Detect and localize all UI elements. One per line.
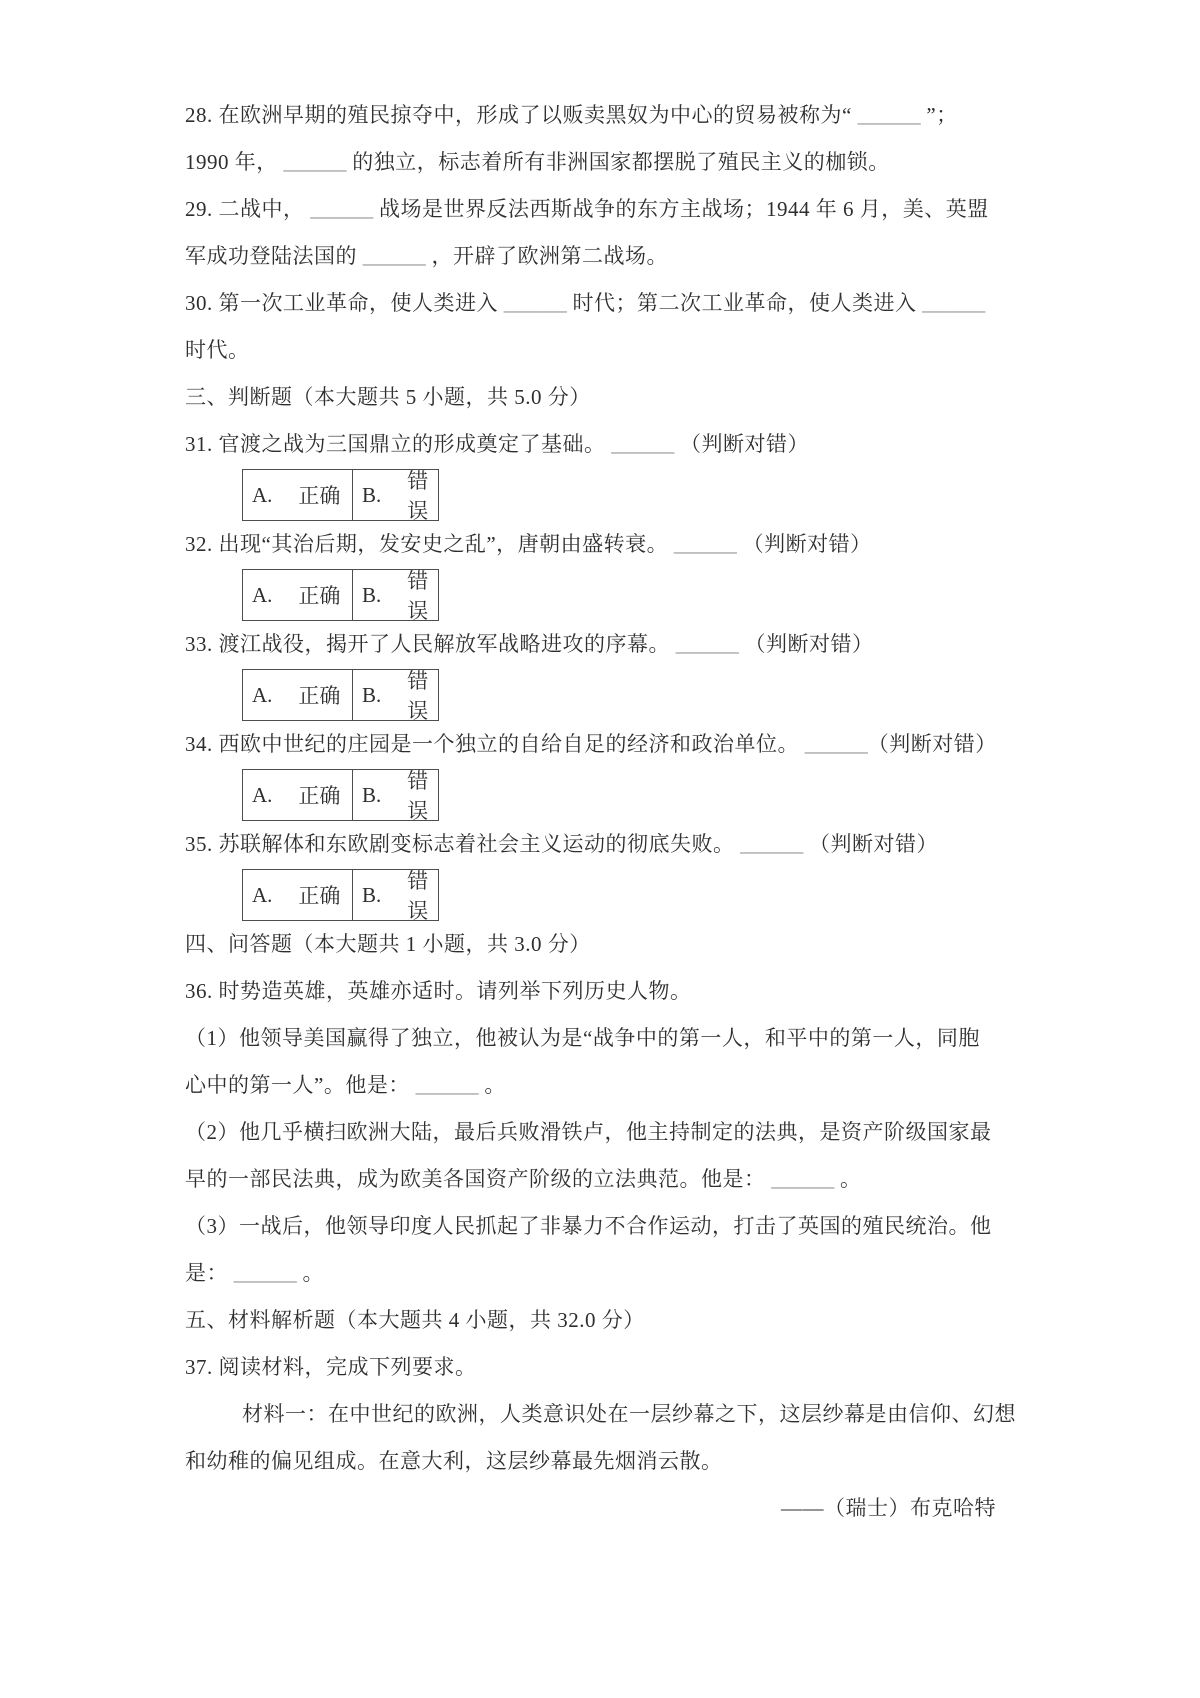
section-5-header: 五、材料解析题（本大题共 4 小题，共 32.0 分） xyxy=(185,1308,645,1332)
answer-blank: ______ xyxy=(675,632,739,656)
q36-part2-line-2: 早的一部民法典，成为欧美各国资产阶级的立法典范。他是： ______ 。 xyxy=(185,1167,862,1191)
q33-option-b xyxy=(353,669,438,723)
option-b-text: 错误 xyxy=(407,769,429,823)
answer-blank: ______ xyxy=(233,1261,297,1285)
q31-options-table xyxy=(242,469,439,521)
section-3-header: 三、判断题（本大题共 5 小题，共 5.0 分） xyxy=(185,385,591,409)
answer-blank: ______ xyxy=(283,150,347,174)
option-a-text: 正确 xyxy=(298,584,341,608)
q30-line-2: 时代。 xyxy=(185,338,250,362)
answer-blank: ______ xyxy=(771,1167,835,1191)
option-b-label: B. xyxy=(362,882,382,907)
q37-material1-line-1: 材料一：在中世纪的欧洲，人类意识处在一层纱幕之下，这层纱幕是由信仰、幻想 xyxy=(242,1402,1016,1426)
option-a-text: 正确 xyxy=(298,484,341,508)
q35-options-table xyxy=(242,869,439,921)
q30-line-1: 30. 第一次工业革命，使人类进入 ______ 时代；第二次工业革命，使人类进入 ______ xyxy=(185,291,986,315)
q36-part3-line-2: 是： ______ 。 xyxy=(185,1261,324,1285)
answer-blank: ______ xyxy=(740,832,804,856)
option-b-text: 错误 xyxy=(407,869,429,923)
q31-option-b xyxy=(353,469,438,523)
q29-line-1: 29. 二战中， ______ 战场是世界反法西斯战争的东方主战场；1944 年 6 月，美、英盟 xyxy=(185,197,989,221)
option-b-text: 错误 xyxy=(407,669,429,723)
q33-text: 33. 渡江战役，揭开了人民解放军战略进攻的序幕。 ______ （判断对错） xyxy=(185,632,874,656)
answer-blank: ______ xyxy=(611,432,675,456)
q35-text: 35. 苏联解体和东欧剧变标志着社会主义运动的彻底失败。 ______ （判断对错） xyxy=(185,832,938,856)
q34-option-b xyxy=(353,769,438,823)
option-a-label: A. xyxy=(252,782,273,807)
option-a-label: A. xyxy=(252,582,273,607)
q31-option-a xyxy=(243,470,353,520)
section-4-header: 四、问答题（本大题共 1 小题，共 3.0 分） xyxy=(185,932,591,956)
option-a-label: A. xyxy=(252,482,273,507)
answer-blank: ______ xyxy=(415,1073,479,1097)
q32-option-b xyxy=(353,569,438,623)
q28-line-1: 28. 在欧洲早期的殖民掠夺中，形成了以贩卖黑奴为中心的贸易被称为“ ______ ”； xyxy=(185,103,958,127)
q36-part3-line-1: （3）一战后，他领导印度人民抓起了非暴力不合作运动，打击了英国的殖民统治。他 xyxy=(185,1214,992,1238)
option-a-text: 正确 xyxy=(298,784,341,808)
option-b-label: B. xyxy=(362,582,382,607)
option-b-label: B. xyxy=(362,682,382,707)
q34-option-a xyxy=(243,770,353,820)
q36-part1-line-2: 心中的第一人”。他是： ______ 。 xyxy=(185,1073,506,1097)
option-a-text: 正确 xyxy=(298,684,341,708)
option-b-label: B. xyxy=(362,782,382,807)
q32-option-a xyxy=(243,570,353,620)
q37-text: 37. 阅读材料，完成下列要求。 xyxy=(185,1355,477,1379)
option-a-label: A. xyxy=(252,882,273,907)
answer-blank: ______ xyxy=(922,291,986,315)
option-a-label: A. xyxy=(252,682,273,707)
q36-part2-line-1: （2）他几乎横扫欧洲大陆，最后兵败滑铁卢，他主持制定的法典，是资产阶级国家最 xyxy=(185,1120,992,1144)
answer-blank: ______ xyxy=(857,103,921,127)
answer-blank: ______ xyxy=(362,244,426,268)
q37-material1-source: ——（瑞士）布克哈特 xyxy=(781,1496,996,1520)
q34-options-table xyxy=(242,769,439,821)
q33-options-table xyxy=(242,669,439,721)
q37-material1-line-2: 和幼稚的偏见组成。在意大利，这层纱幕最先烟消云散。 xyxy=(185,1449,723,1473)
option-b-label: B. xyxy=(362,482,382,507)
answer-blank: ______ xyxy=(310,197,374,221)
q32-options-table xyxy=(242,569,439,621)
exam-document-body xyxy=(185,92,1020,1532)
q33-option-a xyxy=(243,670,353,720)
answer-blank: ______ xyxy=(503,291,567,315)
q36-text: 36. 时势造英雄，英雄亦适时。请列举下列历史人物。 xyxy=(185,979,692,1003)
q35-option-b xyxy=(353,869,438,923)
q28-line-2: 1990 年， ______ 的独立，标志着所有非洲国家都摆脱了殖民主义的枷锁。 xyxy=(185,150,890,174)
q34-text: 34. 西欧中世纪的庄园是一个独立的自给自足的经济和政治单位。 ______（判断对错） xyxy=(185,732,997,756)
answer-blank: ______ xyxy=(673,532,737,556)
q35-option-a xyxy=(243,870,353,920)
option-a-text: 正确 xyxy=(298,884,341,908)
q32-text: 32. 出现“其治后期，发安史之乱”，唐朝由盛转衰。 ______ （判断对错） xyxy=(185,532,872,556)
option-b-text: 错误 xyxy=(407,469,429,523)
q31-text: 31. 官渡之战为三国鼎立的形成奠定了基础。 ______ （判断对错） xyxy=(185,432,809,456)
option-b-text: 错误 xyxy=(407,569,429,623)
answer-blank: ______ xyxy=(804,732,868,756)
q36-part1-line-1: （1）他领导美国赢得了独立，他被认为是“战争中的第一人，和平中的第一人，同胞 xyxy=(185,1026,980,1050)
q29-line-2: 军成功登陆法国的 ______ ，开辟了欧洲第二战场。 xyxy=(185,244,668,268)
